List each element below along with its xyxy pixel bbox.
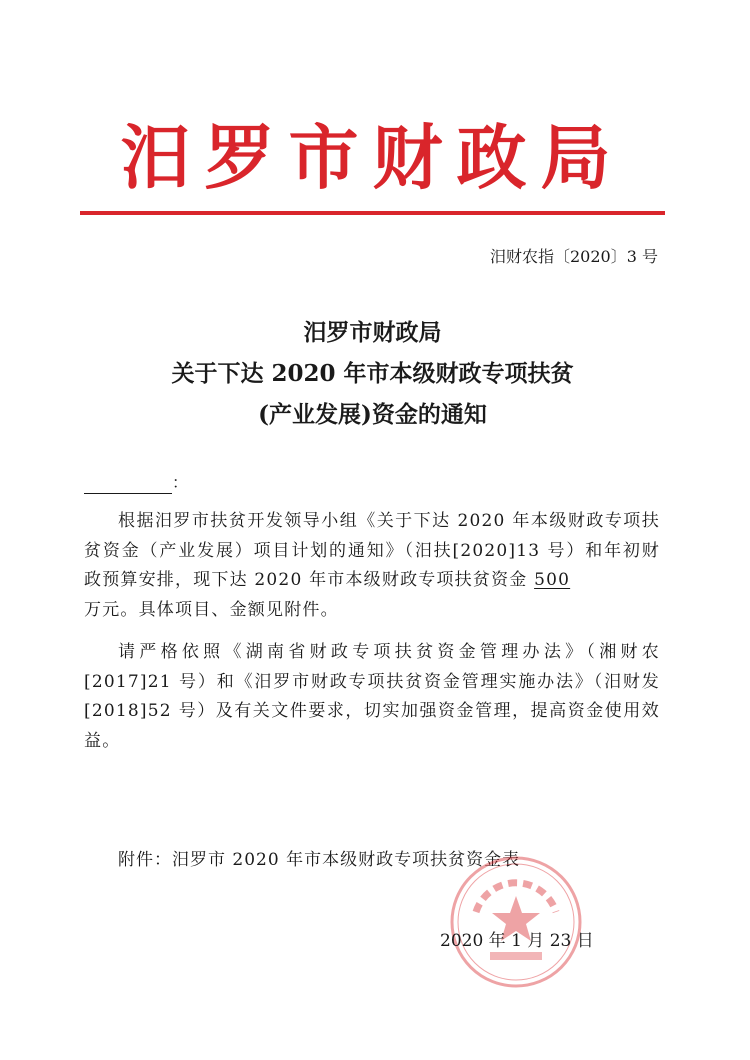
paragraph-1-text: 根据汨罗市扶贫开发领导小组《关于下达 2020 年本级财政专项扶贫资金（产业发展）项目计划的通知》（汨扶[2020]13 号）和年初财政预算安排，现下达 2020 年市本级财政专项扶贫资金 xyxy=(84,511,660,590)
body-text xyxy=(84,507,660,756)
attachment-note: 附件：汨罗市 2020 年市本级财政专项扶贫资金表 xyxy=(118,850,521,870)
official-seal-icon xyxy=(446,852,586,992)
salutation-colon: ： xyxy=(172,473,189,492)
fund-amount: 500 xyxy=(534,570,571,590)
agency-header-title: 汨罗市财政局 xyxy=(120,116,625,199)
seal-bottom-text xyxy=(490,952,542,960)
salutation xyxy=(84,472,188,494)
document-number: 汨财农指〔2020〕3 号 xyxy=(490,247,658,266)
body-paragraph-1 xyxy=(84,507,660,625)
header-red-rule xyxy=(80,211,665,215)
title-line-1: 汨罗市财政局 xyxy=(303,319,442,346)
notice-title xyxy=(80,312,665,435)
body-paragraph-2: 请严格依照《湖南省财政专项扶贫资金管理办法》（湘财农[2017]21 号）和《汨罗市财政专项扶贫资金管理实施办法》（汨财发[2018]52 号）及有关文件要求，切实加强资金管理，提高资金使用效益。 xyxy=(84,642,660,751)
salutation-blank xyxy=(84,475,172,494)
issue-date: 2020 年 1 月 23 日 xyxy=(440,931,594,951)
paragraph-1-tail: 万元。具体项目、金额见附件。 xyxy=(84,599,339,620)
title-line-3: (产业发展)资金的通知 xyxy=(258,401,487,428)
title-line-2: 关于下达 2020 年市本级财政专项扶贫 xyxy=(171,360,574,387)
